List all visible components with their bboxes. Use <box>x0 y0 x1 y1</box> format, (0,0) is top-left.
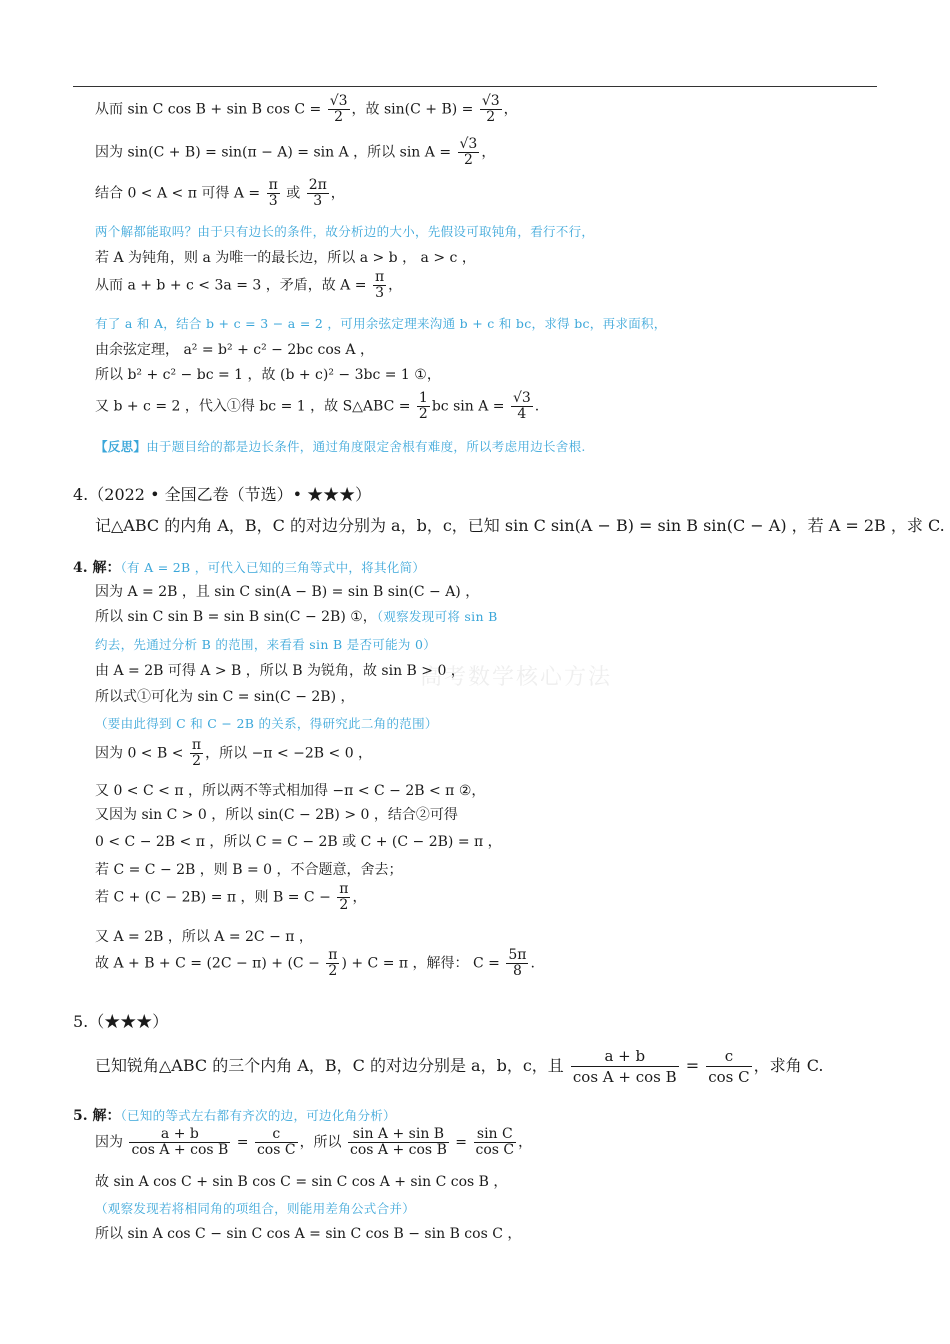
q5-body: 已知锐角△ABC 的三个内角 A，B，C 的对边分别是 a，b，c，且 $\frac{a + b}{\text{cos A + cos B}}$ = $\frac{c}{\text{cos C}}$ ，求角 C. <box>95 1047 824 1086</box>
sec3-line-2: 因为 sin(C + B) = sin(π − A) = sin A ，所以 sin A = $\frac{√3}{2}$ ， <box>95 136 496 168</box>
sol4-line-9: 若 C = C − 2B ，则 B = 0 ，不合题意，舍去； <box>95 862 403 878</box>
sol4-note-3: （要由此得到 C 和 C − 2B 的关系，得研究此二角的范围） <box>95 716 438 731</box>
sol4-line-4: 所以式①可化为 sin C = sin(C − 2B) ， <box>95 689 355 705</box>
sec3-note-2: 有了 a 和 A，结合 b + c = 3 − a = 2 ，可用余弦定理来沟通 b + c 和 bc，求得 bc，再求面积， <box>95 316 667 331</box>
sol4-line-2: 所以 sin C sin B = sin B sin(C − 2B) ①，（观察发现可将 sin B <box>95 609 498 625</box>
q4-body: 记△ABC 的内角 A，B，C 的对边分别为 a，b，c，已知 sin C sin(A − B) = sin B sin(C − A) ，若 A = 2B ，求 C. <box>95 516 945 535</box>
sol4-label-line: 4. 解：（有 A = 2B ，可代入已知的三角等式中，将其化简） <box>73 560 426 576</box>
sec3-reflection: 【反思】由于题目给的都是边长条件，通过角度限定舍根有难度，所以考虑用边长舍根. <box>95 439 586 454</box>
sec3-note-1: 两个解都能取吗？由于只有边长的条件，故分析边的大小，先假设可取钝角，看行不行， <box>95 224 595 239</box>
reflection-label: 【反思】 <box>95 439 147 454</box>
sol4-line-6: 又 0 < C < π ，所以两不等式相加得 −π < C − 2B < π ②， <box>95 783 486 799</box>
sol4-note-2b: 约去，先通过分析 B 的范围，来看看 sin B 是否可能为 0） <box>95 637 437 652</box>
sec3-line-5: 从而 a + b + c < 3a = 3 ，矛盾，故 A = $\frac{\pi}{3}$ ， <box>95 269 403 301</box>
sol5-note-2: （观察发现若将相同角的项组合，则能用差角公式合并） <box>95 1201 416 1216</box>
sol4-line-8: 0 < C − 2B < π ，所以 C = C − 2B 或 C + (C − 2B) = π ， <box>95 834 502 850</box>
top-rule <box>73 86 877 87</box>
sol5-line-1: 因为 $\frac{a + b}{\text{cos A + cos B}}$ = $\frac{c}{\text{cos C}}$ ，所以 $\frac{\text{sin A + sin B}}{\text{cos A + cos B}}$ = $\frac{\text{sin C}}{\text{cos C}}$ ， <box>95 1126 533 1158</box>
sec3-line-7: 所以 b² + c² − bc = 1 ，故 (b + c)² − 3bc = 1 ①， <box>95 367 441 383</box>
sol4-line-3: 由 A = 2B 可得 A > B ，所以 B 为锐角，故 sin B > 0 ， <box>95 663 465 679</box>
sec3-line-8: 又 b + c = 2 ，代入①得 bc = 1 ，故 S△ABC = $\frac{1}{2}$ bc sin A = $\frac{√3}{4}$ . <box>95 390 540 422</box>
sec3-line-4: 若 A 为钝角，则 a 为唯一的最长边，所以 a > b ， a > c ， <box>95 250 476 266</box>
sol4-line-10: 若 C + (C − 2B) = π ，则 B = C − $\frac{\pi}{2}$ ， <box>95 881 367 913</box>
sec3-line-6: 由余弦定理， a² = b² + c² − 2bc cos A ， <box>95 342 374 358</box>
sol4-line-5: 因为 0 < B < $\frac{\pi}{2}$ ，所以 −π < −2B < 0 ， <box>95 737 373 769</box>
sol4-label: 4. 解： <box>73 560 121 576</box>
q5-heading: 5.（★★★） <box>73 1012 169 1031</box>
sec3-line-1: 从而 sin C cos B + sin B cos C = $\frac{√3}{2}$ ，故 sin(C + B) = $\frac{√3}{2}$ ， <box>95 93 518 125</box>
sol4-line-7: 又因为 sin C > 0 ，所以 sin(C − 2B) > 0 ，结合②可得 <box>95 807 458 823</box>
q4-heading: 4.（2022 • 全国乙卷（节选）• ★★★） <box>73 485 372 504</box>
sol4-line-12: 故 A + B + C = (2C − π) + (C − $\frac{\pi}{2}$ ) + C = π ，解得： C = $\frac{5\pi}{8}$ . <box>95 947 535 979</box>
sol5-label: 5. 解： <box>73 1108 121 1124</box>
sol4-line-11: 又 A = 2B ，所以 A = 2C − π ， <box>95 929 313 945</box>
sol5-line-2: 故 sin A cos C + sin B cos C = sin C cos A + sin C cos B ， <box>95 1174 508 1190</box>
sec3-line-3: 结合 0 < A < π 可得 A = $\frac{\pi}{3}$ 或 $\frac{2\pi}{3}$ ， <box>95 177 345 209</box>
sol5-label-line: 5. 解：（已知的等式左右都有齐次的边，可边化角分析） <box>73 1108 396 1124</box>
sol4-line-1: 因为 A = 2B ，且 sin C sin(A − B) = sin B sin(C − A) ， <box>95 584 480 600</box>
watermark: 高考数学核心方法 <box>420 665 613 690</box>
sol5-line-3: 所以 sin A cos C − sin C cos A = sin C cos B − sin B cos C ， <box>95 1226 522 1242</box>
